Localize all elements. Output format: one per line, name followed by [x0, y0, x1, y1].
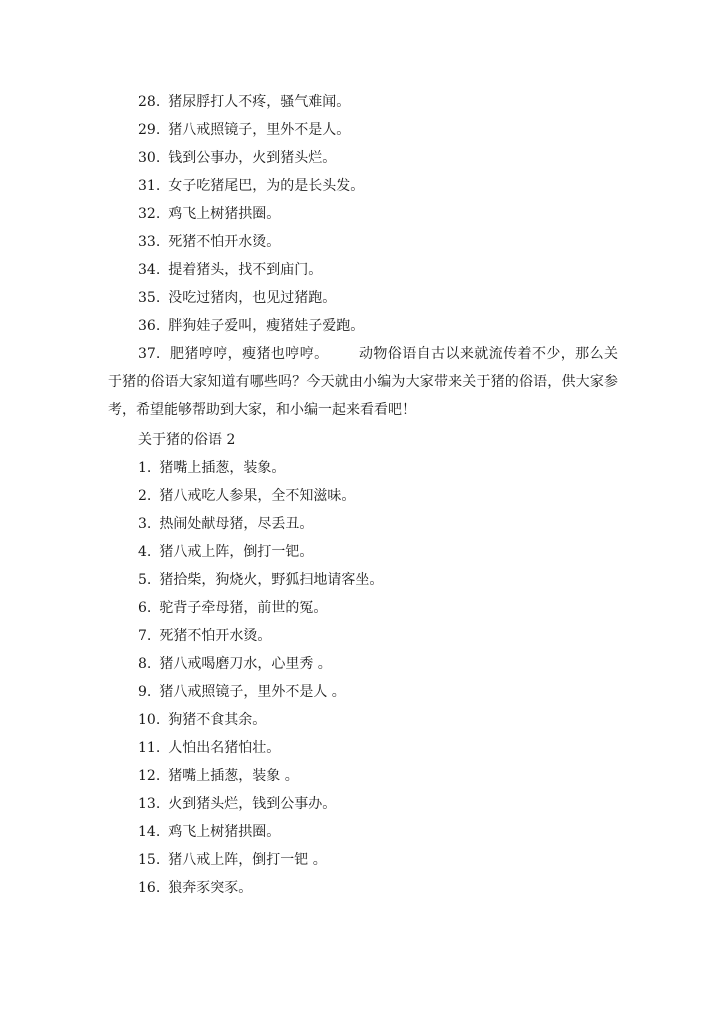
list-item	[138, 682, 346, 702]
list-item-text: 猪嘴上插葱，装象 。	[168, 768, 299, 784]
list-item	[138, 204, 280, 224]
list-item	[138, 542, 313, 562]
list-item	[138, 878, 252, 898]
list-item-text: 鸡飞上树猪拱圈。	[168, 206, 281, 222]
list-item-text: 猪八戒照镜子，里外不是人。	[168, 122, 351, 138]
list-item-text: 驼背子牵母猪，前世的冤。	[159, 600, 328, 616]
list-item-number: 34.	[138, 262, 161, 278]
list-item-number: 29.	[138, 122, 161, 138]
list-item-number: 14.	[138, 824, 161, 840]
list-item-number: 37.	[138, 346, 161, 362]
list-item-text: 提着猪头，找不到庙门。	[168, 262, 323, 278]
list-item-number: 11.	[138, 740, 161, 756]
list-item-number: 2.	[138, 488, 152, 504]
list-item	[138, 486, 355, 506]
list-item	[138, 598, 327, 618]
list-item-text: 热闹处献母猪，尽丢丑。	[159, 516, 314, 532]
list-item-text: 猪八戒照镜子，里外不是人 。	[159, 684, 346, 700]
list-item-text: 猪尿脬打人不疼，骚气难闻。	[168, 94, 351, 110]
list-item-number: 15.	[138, 852, 161, 868]
list-item	[138, 850, 327, 870]
list-item-number: 16.	[138, 880, 161, 896]
list-item	[138, 822, 280, 842]
list-item-text: 死猪不怕开水烫。	[168, 234, 281, 250]
list-item	[138, 120, 350, 140]
list-item-number: 8.	[138, 656, 152, 672]
list-item-text: 猪拾柴，狗烧火，野狐扫地请客坐。	[159, 572, 384, 588]
list-item-text: 没吃过猪肉，也见过猪跑。	[168, 290, 337, 306]
list-item	[138, 316, 364, 336]
list-item	[138, 232, 280, 252]
list-item-number: 30.	[138, 150, 161, 166]
list-item	[138, 794, 336, 814]
list-item-text: 胖狗娃子爱叫，瘦猪娃子爱跑。	[168, 318, 365, 334]
list-item-text: 钱到公事办，火到猪头烂。	[168, 150, 337, 166]
list-item	[138, 514, 313, 534]
list-item-number: 9.	[138, 684, 152, 700]
list-item-number: 32.	[138, 206, 161, 222]
intro-paragraph	[108, 340, 618, 424]
list-item-number: 7.	[138, 628, 152, 644]
list-item-number: 4.	[138, 544, 152, 560]
list-item-number: 35.	[138, 290, 161, 306]
list-item	[138, 458, 285, 478]
list-item-number: 33.	[138, 234, 161, 250]
list-item	[138, 176, 364, 196]
list-item	[138, 766, 299, 786]
list-item-text: 猪嘴上插葱，装象。	[159, 460, 286, 476]
list-item-text: 鸡飞上树猪拱圈。	[168, 824, 281, 840]
list-item	[138, 626, 271, 646]
list-item-text: 猪八戒上阵，倒打一钯 。	[168, 852, 327, 868]
intro-text: 动物俗语自古以来就流传着不少，那么关于猪的俗语大家知道有哪些吗？今天就由小编为大家带来关于猪的俗语，供大家参考，希望能够帮助到大家，和小编一起来看看吧！	[108, 346, 619, 418]
list-item-number: 12.	[138, 768, 161, 784]
list-item	[138, 710, 266, 730]
list-item-text: 人怕出名猪怕壮。	[168, 740, 281, 756]
list-item-number: 10.	[138, 712, 161, 728]
list-item-number: 31.	[138, 178, 161, 194]
list-item	[138, 570, 383, 590]
list-item-number: 13.	[138, 796, 161, 812]
list-item-text: 猪八戒上阵，倒打一钯。	[159, 544, 314, 560]
list-item-text: 女子吃猪尾巴，为的是长头发。	[168, 178, 365, 194]
list-item-number: 1.	[138, 460, 152, 476]
list-item	[138, 148, 336, 168]
list-item-text: 狗猪不食其余。	[168, 712, 267, 728]
list-item	[138, 288, 336, 308]
list-item-text: 火到猪头烂，钱到公事办。	[168, 796, 337, 812]
list-item-number: 28.	[138, 94, 161, 110]
list-item-number: 5.	[138, 572, 152, 588]
list-item	[138, 654, 332, 674]
list-item-text: 狼奔豕突豕。	[168, 880, 253, 896]
list-item-number: 3.	[138, 516, 152, 532]
list-item-text: 猪八戒喝磨刀水，心里秀 。	[159, 656, 332, 672]
list-item-text: 猪八戒吃人参果，全不知滋味。	[159, 488, 356, 504]
section-heading: 关于猪的俗语 2	[138, 432, 236, 448]
list-item-number: 36.	[138, 318, 161, 334]
list-item-text: 肥猪哼哼，瘦猪也哼哼。	[170, 346, 329, 362]
list-item	[138, 260, 322, 280]
list-item-text: 死猪不怕开水烫。	[159, 628, 272, 644]
list-item	[138, 738, 280, 758]
list-item	[138, 92, 350, 112]
list-item-number: 6.	[138, 600, 152, 616]
